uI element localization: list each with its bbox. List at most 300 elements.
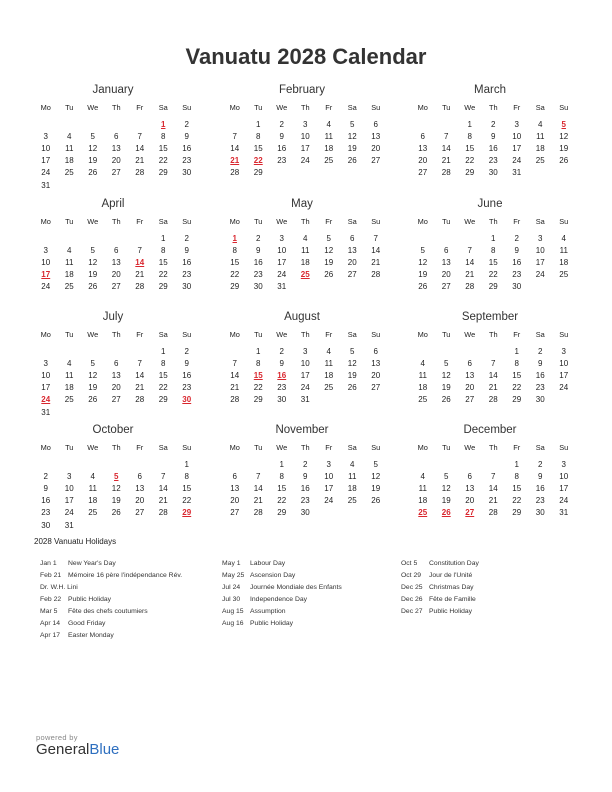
weekday-header: Sa (535, 330, 545, 339)
day: 6 (350, 233, 355, 243)
day: 22 (277, 496, 287, 506)
weekday-header: Tu (65, 330, 74, 339)
holidays-title: 2028 Vanuatu Holidays (34, 537, 117, 546)
month-name: December (463, 424, 517, 436)
day: 10 (324, 471, 334, 481)
weekday-header: We (87, 330, 99, 339)
day: 28 (158, 508, 168, 518)
day: 1 (467, 119, 472, 129)
weekday-header: We (87, 443, 99, 452)
day: 15 (512, 484, 522, 494)
month-days-grid (223, 442, 381, 520)
day: 24 (324, 496, 334, 506)
weekday-header: Mo (417, 217, 428, 226)
day: 16 (300, 484, 310, 494)
day: 13 (111, 371, 121, 381)
day: 30 (253, 282, 263, 292)
day: 8 (467, 131, 472, 141)
day: 2 (184, 119, 189, 129)
day: 28 (488, 395, 498, 405)
day: 6 (373, 346, 378, 356)
weekday-header: Sa (158, 330, 168, 339)
day: 5 (326, 233, 331, 243)
empty-day (105, 459, 129, 471)
day: 15 (182, 484, 192, 494)
empty-day (128, 119, 152, 131)
day: 1 (491, 233, 496, 243)
weekday-header: Mo (40, 217, 51, 226)
weekday-header: We (464, 443, 476, 452)
holiday-name: Journée Mondiale des Enfants (250, 584, 342, 591)
day: 14 (488, 371, 498, 381)
day: 30 (41, 520, 51, 530)
empty-day (458, 459, 482, 471)
day: 5 (350, 119, 355, 129)
day: 16 (535, 371, 545, 381)
empty-day (435, 346, 459, 358)
empty-day (34, 346, 58, 358)
month-june (411, 197, 569, 294)
weekday-header: Su (559, 217, 569, 226)
weekday-header: Su (182, 443, 192, 452)
weekday-header: Th (300, 217, 310, 226)
day: 6 (114, 131, 119, 141)
holiday-column (401, 558, 479, 618)
weekday-header: We (87, 103, 99, 112)
day: 26 (347, 156, 357, 166)
day: 8 (184, 471, 189, 481)
day: 17 (324, 484, 334, 494)
month-days-grid (411, 329, 569, 407)
day: 12 (347, 358, 357, 368)
month-days-grid (34, 102, 192, 192)
holiday-day: 24 (41, 395, 51, 405)
day: 3 (303, 119, 308, 129)
day: 29 (277, 508, 287, 518)
month-name: July (102, 311, 124, 323)
day: 27 (230, 508, 240, 518)
weekday-header: Tu (442, 443, 451, 452)
empty-day (435, 119, 459, 131)
day: 3 (514, 119, 519, 129)
day: 30 (535, 508, 545, 518)
month-february (223, 83, 381, 180)
weekday-header: Su (182, 330, 192, 339)
day: 9 (538, 471, 543, 481)
day: 14 (230, 144, 240, 154)
day: 9 (279, 358, 284, 368)
day: 10 (559, 358, 569, 368)
empty-day (247, 459, 271, 471)
day: 30 (277, 395, 287, 405)
holiday-item (401, 582, 479, 594)
month-name: March (474, 84, 506, 96)
day: 12 (88, 144, 98, 154)
day: 13 (371, 358, 381, 368)
day: 20 (371, 371, 381, 381)
weekday-header: Mo (417, 443, 428, 452)
day: 22 (230, 270, 240, 280)
day: 7 (232, 358, 237, 368)
weekday-header: Mo (40, 443, 51, 452)
holiday-date: Feb 21 (40, 572, 62, 579)
day: 19 (347, 371, 357, 381)
day: 30 (300, 508, 310, 518)
day: 30 (535, 395, 545, 405)
month-september (411, 310, 569, 407)
empty-day (411, 459, 435, 471)
day: 24 (300, 383, 310, 393)
day: 2 (303, 459, 308, 469)
day: 7 (137, 358, 142, 368)
holiday-item (40, 570, 182, 582)
weekday-header: Tu (65, 443, 74, 452)
day: 24 (41, 282, 51, 292)
day: 19 (418, 270, 428, 280)
day: 10 (300, 131, 310, 141)
day: 4 (67, 131, 72, 141)
day: 13 (347, 245, 357, 255)
day: 9 (184, 131, 189, 141)
weekday-header: Mo (229, 443, 240, 452)
month-august (223, 310, 381, 407)
day: 23 (182, 270, 192, 280)
holiday-date: Feb 22 (40, 596, 62, 603)
day: 27 (371, 383, 381, 393)
month-name: August (284, 311, 320, 323)
day: 10 (512, 131, 522, 141)
holiday-date: Aug 16 (222, 620, 244, 627)
weekday-header: Fr (136, 443, 144, 452)
weekday-header: Sa (158, 217, 168, 226)
holiday-name: Christmas Day (429, 584, 474, 591)
day: 14 (230, 371, 240, 381)
day: 13 (418, 144, 428, 154)
month-days-grid (223, 102, 381, 180)
day: 1 (256, 346, 261, 356)
weekday-header: We (464, 217, 476, 226)
day: 11 (65, 258, 74, 268)
empty-day (58, 119, 82, 131)
weekday-header: Th (111, 443, 121, 452)
empty-day (81, 119, 105, 131)
empty-day (482, 346, 506, 358)
day: 22 (512, 496, 522, 506)
month-december (411, 423, 569, 520)
day: 6 (114, 245, 119, 255)
day: 29 (488, 282, 498, 292)
day: 20 (441, 270, 451, 280)
day: 8 (514, 471, 519, 481)
day: 31 (559, 508, 569, 518)
month-name: January (92, 84, 134, 96)
weekday-header: Th (111, 217, 121, 226)
day: 12 (418, 258, 428, 268)
day: 14 (135, 371, 145, 381)
day: 14 (135, 144, 145, 154)
weekday-header: We (87, 217, 99, 226)
day: 11 (301, 245, 310, 255)
day: 13 (111, 144, 121, 154)
day: 22 (182, 496, 192, 506)
day: 20 (418, 156, 428, 166)
day: 22 (465, 156, 475, 166)
day: 3 (43, 358, 48, 368)
day: 30 (488, 168, 498, 178)
day: 5 (420, 245, 425, 255)
weekday-header: Fr (325, 330, 333, 339)
day: 6 (467, 358, 472, 368)
day: 18 (347, 484, 357, 494)
day: 28 (488, 508, 498, 518)
day: 6 (114, 358, 119, 368)
holiday-item (222, 582, 342, 594)
weekday-header: Th (488, 103, 498, 112)
weekday-header: Sa (347, 103, 357, 112)
day: 18 (64, 156, 74, 166)
day: 15 (465, 144, 475, 154)
day: 3 (561, 346, 566, 356)
day: 5 (90, 358, 95, 368)
weekday-header: Tu (442, 330, 451, 339)
month-days-grid (411, 442, 569, 520)
day: 8 (514, 358, 519, 368)
day: 28 (371, 270, 381, 280)
holiday-date: Apr 14 (40, 620, 61, 627)
day: 26 (324, 270, 334, 280)
day: 29 (512, 395, 522, 405)
day: 28 (441, 168, 451, 178)
day: 18 (88, 496, 98, 506)
holiday-day: 21 (230, 156, 240, 166)
day: 8 (256, 131, 261, 141)
day: 17 (300, 144, 310, 154)
weekday-header: We (276, 443, 288, 452)
empty-day (458, 233, 482, 245)
day: 17 (559, 371, 569, 381)
holiday-date: Oct 29 (401, 572, 422, 579)
day: 27 (135, 508, 145, 518)
day: 11 (418, 371, 427, 381)
day: 11 (324, 358, 333, 368)
day: 27 (418, 168, 428, 178)
day: 31 (512, 168, 522, 178)
day: 29 (512, 508, 522, 518)
day: 24 (300, 156, 310, 166)
weekday-header: Fr (513, 217, 521, 226)
weekday-header: Sa (158, 443, 168, 452)
day: 25 (324, 383, 334, 393)
weekday-header: Th (111, 103, 121, 112)
holiday-day: 17 (41, 270, 51, 280)
day: 14 (253, 484, 263, 494)
day: 16 (535, 484, 545, 494)
brand-general: General (36, 741, 90, 758)
holiday-item (222, 606, 342, 618)
holiday-name: Public Holiday (68, 596, 112, 603)
day: 26 (88, 168, 98, 178)
weekday-header: We (464, 103, 476, 112)
day: 13 (441, 258, 451, 268)
day: 2 (43, 471, 48, 481)
day: 3 (303, 346, 308, 356)
weekday-header: Fr (325, 217, 333, 226)
weekday-header: Tu (254, 443, 263, 452)
empty-day (58, 346, 82, 358)
day: 17 (300, 371, 310, 381)
day: 19 (88, 270, 98, 280)
day: 22 (158, 270, 168, 280)
holiday-date: Dec 26 (401, 596, 423, 603)
day: 17 (512, 144, 522, 154)
day: 11 (65, 371, 74, 381)
holiday-column (40, 558, 182, 642)
empty-day (81, 459, 105, 471)
day: 25 (559, 270, 569, 280)
holiday-item (222, 570, 342, 582)
weekday-header: Mo (417, 330, 428, 339)
day: 20 (135, 496, 145, 506)
weekday-header: Su (371, 443, 381, 452)
day: 8 (161, 131, 166, 141)
holiday-date: Aug 15 (222, 608, 244, 615)
empty-day (223, 119, 247, 131)
day: 24 (535, 270, 545, 280)
weekday-header: Sa (535, 217, 545, 226)
month-days-grid (223, 216, 381, 294)
day: 20 (371, 144, 381, 154)
day: 2 (279, 119, 284, 129)
day: 7 (137, 245, 142, 255)
day: 20 (347, 258, 357, 268)
weekday-header: Mo (417, 103, 428, 112)
holiday-date: May 25 (222, 572, 245, 579)
day: 30 (512, 282, 522, 292)
holiday-date: Mar 5 (40, 608, 58, 615)
weekday-header: Tu (65, 103, 74, 112)
holiday-item (401, 558, 479, 570)
page-title: Vanuatu 2028 Calendar (185, 44, 427, 69)
day: 29 (253, 395, 263, 405)
day: 7 (491, 471, 496, 481)
day: 24 (64, 508, 74, 518)
empty-day (223, 346, 247, 358)
holiday-day: 29 (182, 508, 192, 518)
day: 15 (158, 371, 168, 381)
holiday-name: Ascension Day (250, 572, 296, 579)
holiday-name: Easter Monday (68, 632, 114, 639)
weekday-header: Sa (535, 443, 545, 452)
holiday-day: 22 (253, 156, 263, 166)
empty-day (58, 233, 82, 245)
holiday-item (40, 630, 182, 642)
empty-day (223, 459, 247, 471)
day: 16 (512, 258, 522, 268)
weekday-header: Th (488, 443, 498, 452)
day: 2 (279, 346, 284, 356)
holiday-day: 30 (182, 395, 192, 405)
day: 10 (41, 371, 51, 381)
day: 14 (158, 484, 168, 494)
empty-day (411, 233, 435, 245)
weekday-header: Sa (158, 103, 168, 112)
day: 20 (111, 270, 121, 280)
day: 4 (538, 119, 543, 129)
day: 23 (277, 383, 287, 393)
month-november (223, 423, 381, 520)
holiday-date: Jul 30 (222, 596, 241, 603)
day: 2 (538, 346, 543, 356)
month-days-grid (223, 329, 381, 407)
day: 31 (64, 520, 74, 530)
weekday-header: Th (300, 330, 310, 339)
day: 7 (256, 471, 261, 481)
day: 21 (441, 156, 451, 166)
weekday-header: Tu (442, 103, 451, 112)
day: 12 (559, 131, 569, 141)
day: 1 (279, 459, 284, 469)
day: 21 (465, 270, 475, 280)
day: 8 (161, 245, 166, 255)
day: 12 (88, 258, 98, 268)
day: 19 (347, 144, 357, 154)
day: 17 (535, 258, 545, 268)
day: 1 (161, 346, 166, 356)
day: 3 (326, 459, 331, 469)
brand-blue: Blue (89, 741, 120, 758)
empty-day (458, 346, 482, 358)
holiday-name: Independence Day (250, 596, 308, 603)
day: 16 (182, 144, 192, 154)
generalblue-logo[interactable] (36, 741, 119, 758)
day: 3 (67, 471, 72, 481)
day: 23 (182, 156, 192, 166)
day: 29 (158, 168, 168, 178)
day: 31 (41, 407, 51, 417)
day: 23 (300, 496, 310, 506)
day: 28 (135, 395, 145, 405)
day: 17 (559, 484, 569, 494)
day: 21 (135, 156, 145, 166)
day: 29 (230, 282, 240, 292)
holiday-date: May 1 (222, 560, 241, 567)
day: 4 (67, 358, 72, 368)
empty-day (411, 346, 435, 358)
holiday-item (40, 618, 182, 630)
day: 7 (444, 131, 449, 141)
day: 21 (158, 496, 168, 506)
day: 15 (488, 258, 498, 268)
holiday-date: Dec 27 (401, 608, 423, 615)
day: 1 (184, 459, 189, 469)
day: 5 (350, 346, 355, 356)
day: 21 (230, 383, 240, 393)
day: 23 (253, 270, 263, 280)
month-name: October (92, 424, 134, 436)
weekday-header: Th (488, 217, 498, 226)
weekday-header: Su (371, 103, 381, 112)
day: 22 (253, 383, 263, 393)
day: 6 (137, 471, 142, 481)
day: 19 (88, 156, 98, 166)
holiday-name: Dr. W.H. Lini (40, 584, 78, 591)
holiday-item (40, 558, 182, 570)
holiday-name: Public Holiday (250, 620, 294, 627)
day: 7 (373, 233, 378, 243)
day: 21 (135, 270, 145, 280)
day: 2 (538, 459, 543, 469)
day: 25 (64, 395, 74, 405)
